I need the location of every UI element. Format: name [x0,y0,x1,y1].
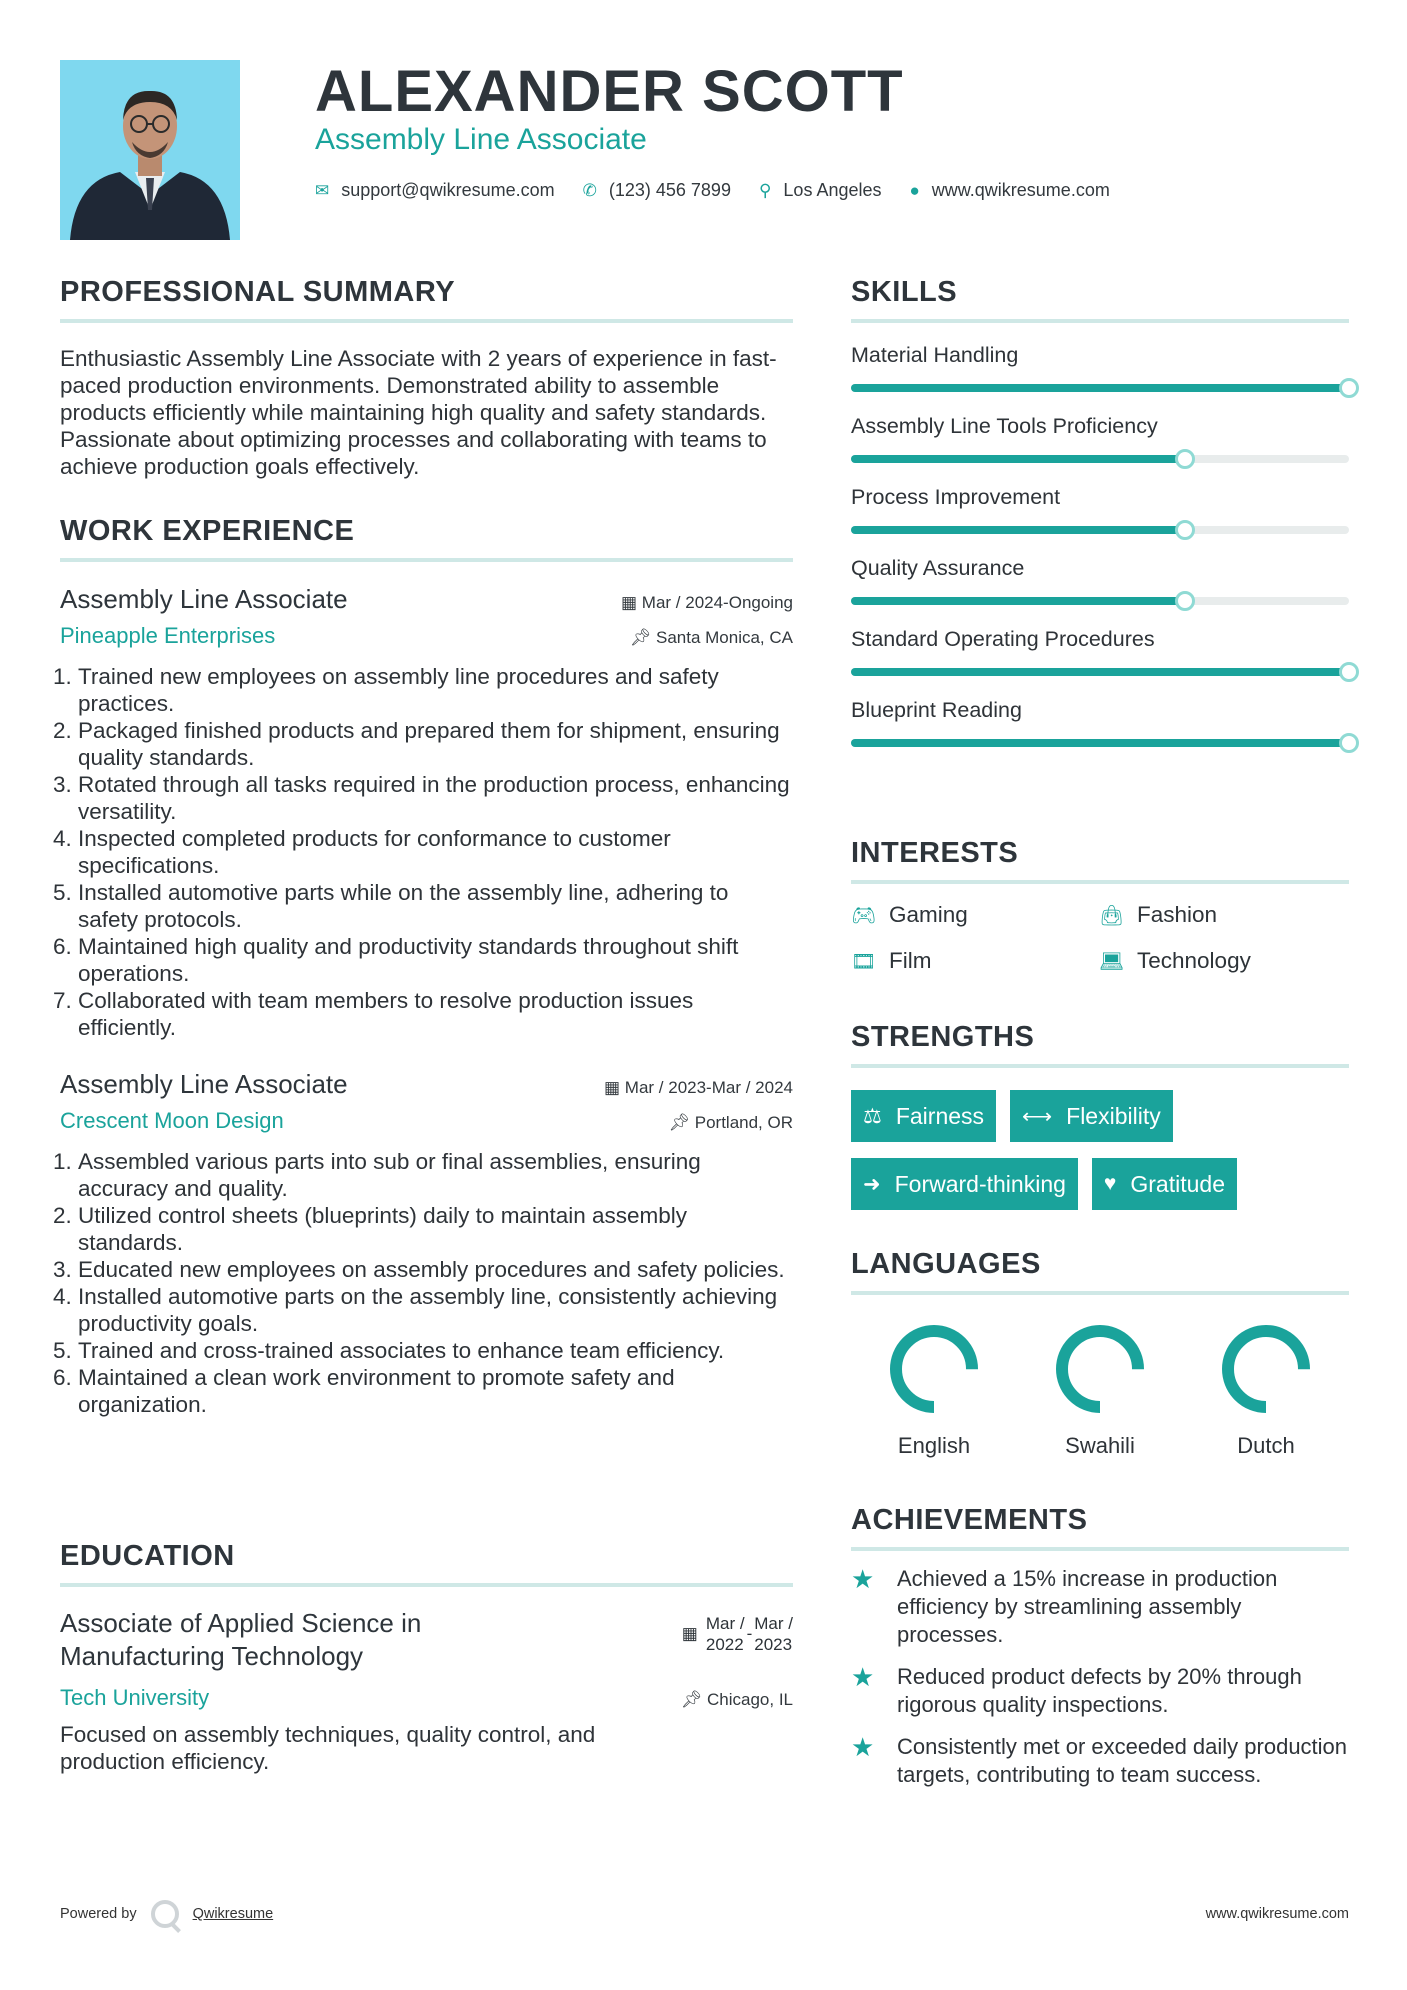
languages-list [851,1319,1349,1459]
languages-section [851,1248,1349,1459]
language-name: Swahili [1065,1433,1135,1458]
section-divider [60,558,793,562]
contact-location: Los Angeles [783,180,882,200]
interest-item [851,948,1099,974]
section-divider [60,1583,793,1587]
star-icon: ★ [851,1732,875,1762]
job-bullets [60,1148,793,1418]
footer-website[interactable]: www.qwikresume.com [1205,1906,1349,1922]
skill-track [851,526,1349,534]
pin-icon: 📌︎ [668,1113,690,1132]
skill-knob [1175,520,1195,540]
job-location: Portland, OR [694,1113,793,1132]
list-item: 7. Collaborated with team members to resolve production issues efficiently. [78,987,793,1041]
language-name: Dutch [1237,1433,1295,1458]
gamepad-icon: 🎮︎ [851,904,877,927]
arrows-horizontal-icon: ⟷ [1022,1104,1053,1128]
job-dates: Mar / 2023-Mar / 2024 [624,1078,793,1097]
envelope-icon: ✉ [315,180,330,200]
achievements-title: ACHIEVEMENTS [851,1504,1088,1536]
edu-date-start-year: 2022 [705,1635,744,1654]
contact-website[interactable]: www.qwikresume.com [931,180,1110,200]
phone-icon: ✆ [582,180,597,200]
skill-item [851,698,1349,747]
achievement-item [851,1565,1349,1649]
skill-item [851,627,1349,676]
candidate-role: Assembly Line Associate [315,123,647,156]
star-icon: ★ [851,1564,875,1594]
skills-section [851,276,1349,769]
school-name: Tech University [60,1685,210,1710]
achievement-text: Consistently met or exceeded daily production targets, contributing to team success. [897,1734,1348,1787]
globe-icon: ● [909,180,920,200]
skill-track [851,739,1349,747]
languages-title: LANGUAGES [851,1248,1041,1280]
calendar-icon: ▦ [604,1078,621,1097]
interest-label: Fashion [1137,902,1218,927]
strength-tag [851,1158,1078,1210]
skill-knob [1175,449,1195,469]
job-title: Assembly Line Associate [60,1069,348,1099]
list-item: 5. Trained and cross-trained associates to enhance team efficiency. [78,1337,793,1364]
pin-icon: 📌︎ [629,628,652,647]
heart-icon: ♥ [1103,1172,1117,1195]
list-item: 1. Trained new employees on assembly line procedures and safety practices. [78,663,793,717]
section-divider [851,1291,1349,1295]
list-item: 4. Inspected completed products for conformance to customer specifications. [78,825,793,879]
interests-title: INTERESTS [851,837,1019,869]
contact-bar [315,180,1138,201]
list-item: 1. Assembled various parts into sub or final assemblies, ensuring accuracy and quality. [78,1148,793,1202]
job-entry [60,584,793,1041]
star-icon: ★ [851,1662,875,1692]
education-dates: ▦ Mar / 2022 - Mar / 2023 [681,1614,793,1654]
job-bullets [60,663,793,1041]
skill-fill [851,384,1349,392]
skill-track [851,455,1349,463]
summary-text: Enthusiastic Assembly Line Associate with 2 years of experience in fast-paced production environments. Demonstrated ability to assemble products efficiently while maintaining high quality and safety standards. Passionate about optimizing processes and collaborating with teams to achieve production goals effectively. [60,346,777,479]
skill-knob [1339,378,1359,398]
contact-email[interactable]: support@qwikresume.com [341,180,555,200]
map-marker-icon: ⚲ [758,180,772,200]
interest-item [1099,902,1347,928]
interest-label: Technology [1137,948,1251,973]
list-item: 3. Rotated through all tasks required in the production process, enhancing versatility. [78,771,793,825]
interest-item [1099,948,1347,974]
contact-phone[interactable]: (123) 456 7899 [608,180,731,200]
language-ring [1050,1319,1150,1419]
skill-fill [851,455,1185,463]
skill-name: Standard Operating Procedures [851,627,1155,651]
list-item: 5. Installed automotive parts while on the assembly line, adhering to safety protocols. [78,879,793,933]
section-divider [851,1064,1349,1068]
skill-item [851,556,1349,605]
strength-tag [1010,1090,1173,1142]
section-divider [851,880,1349,884]
arrow-right-icon: ➜ [863,1172,881,1196]
skill-knob [1175,591,1195,611]
skill-fill [851,739,1349,747]
job-company: Pineapple Enterprises [60,623,276,648]
experience-section [60,515,793,1418]
pin-icon: 📌︎ [680,1690,703,1709]
interests-section [851,837,1349,974]
skill-name: Process Improvement [851,485,1061,509]
achievements-section [851,1504,1349,1789]
skill-item [851,485,1349,534]
list-item: 4. Installed automotive parts on the assembly line, consistently achieving productivity goals. [78,1283,793,1337]
skill-name: Material Handling [851,343,1019,367]
list-item: 6. Maintained a clean work environment to promote safety and organization. [78,1364,793,1418]
language-item [1017,1319,1183,1459]
list-item: 2. Utilized control sheets (blueprints) daily to maintain assembly standards. [78,1202,793,1256]
edu-date-end-month: Mar / [754,1614,793,1633]
strengths-section [851,1021,1349,1210]
job-title: Assembly Line Associate [60,584,348,614]
achievement-text: Achieved a 15% increase in production efficiency by streamlining assembly processes. [897,1566,1278,1647]
skill-fill [851,668,1349,676]
section-divider [851,1547,1349,1551]
interest-item [851,902,1099,928]
strength-label: Flexibility [1066,1102,1161,1129]
balance-scale-icon: ⚖ [863,1104,882,1128]
language-ring [884,1319,984,1419]
section-divider [60,319,793,323]
skill-name: Quality Assurance [851,556,1025,580]
skills-title: SKILLS [851,276,958,308]
summary-title: PROFESSIONAL SUMMARY [60,276,456,308]
job-company: Crescent Moon Design [60,1108,284,1133]
shopping-bag-icon: 👜︎ [1099,904,1125,927]
language-ring [1216,1319,1316,1419]
brand-link[interactable]: Qwikresume [192,1906,274,1922]
powered-by-label: Powered by [60,1906,137,1922]
edu-date-end-year: 2023 [754,1635,793,1654]
job-dates: Mar / 2024-Ongoing [641,593,793,612]
skill-name: Assembly Line Tools Proficiency [851,414,1158,438]
education-description: Focused on assembly techniques, quality control, and production efficiency. [60,1722,596,1774]
skill-track [851,668,1349,676]
interest-label: Film [889,948,932,973]
experience-title: WORK EXPERIENCE [60,515,355,547]
strength-tag [851,1090,996,1142]
skills-list [851,343,1349,747]
school-location: Chicago, IL [707,1690,793,1709]
achievement-text: Reduced product defects by 20% through rigorous quality inspections. [897,1664,1302,1717]
skill-fill [851,526,1185,534]
section-divider [851,319,1349,323]
strength-tag [1092,1158,1237,1210]
achievement-item [851,1663,1349,1719]
skill-name: Blueprint Reading [851,698,1022,722]
calendar-icon: ▦ [621,593,638,612]
footer-credit [60,1900,273,1928]
education-title: EDUCATION [60,1540,235,1572]
language-item [1183,1319,1349,1459]
strength-label: Gratitude [1130,1170,1225,1197]
list-item: 2. Packaged finished products and prepared them for shipment, ensuring quality standards. [78,717,793,771]
interest-label: Gaming [889,902,968,927]
film-icon: 🎞︎ [851,950,877,973]
degree-title: Associate of Applied Science in Manufacturing Technology [60,1608,422,1671]
list-item: 6. Maintained high quality and productivity standards throughout shift operations. [78,933,793,987]
skill-track [851,384,1349,392]
job-location: Santa Monica, CA [655,628,793,647]
strength-label: Fairness [895,1102,985,1129]
skill-track [851,597,1349,605]
skill-item [851,414,1349,463]
achievement-item [851,1733,1349,1789]
strength-label: Forward-thinking [894,1170,1066,1197]
skill-knob [1339,662,1359,682]
calendar-icon: ▦ [681,1624,698,1643]
laptop-icon: 💻︎ [1099,950,1125,973]
language-item [851,1319,1017,1459]
profile-photo [60,60,240,240]
list-item: 3. Educated new employees on assembly procedures and safety policies. [78,1256,793,1283]
edu-date-start-month: Mar / [705,1614,745,1633]
education-section [60,1540,793,1775]
job-entry [60,1069,793,1418]
candidate-name: ALEXANDER SCOTT [315,59,904,124]
skill-item [851,343,1349,392]
strengths-title: STRENGTHS [851,1021,1035,1053]
language-name: English [897,1433,971,1458]
skill-fill [851,597,1185,605]
summary-section [60,276,793,480]
qwikresume-logo-icon [151,1900,179,1928]
skill-knob [1339,733,1359,753]
